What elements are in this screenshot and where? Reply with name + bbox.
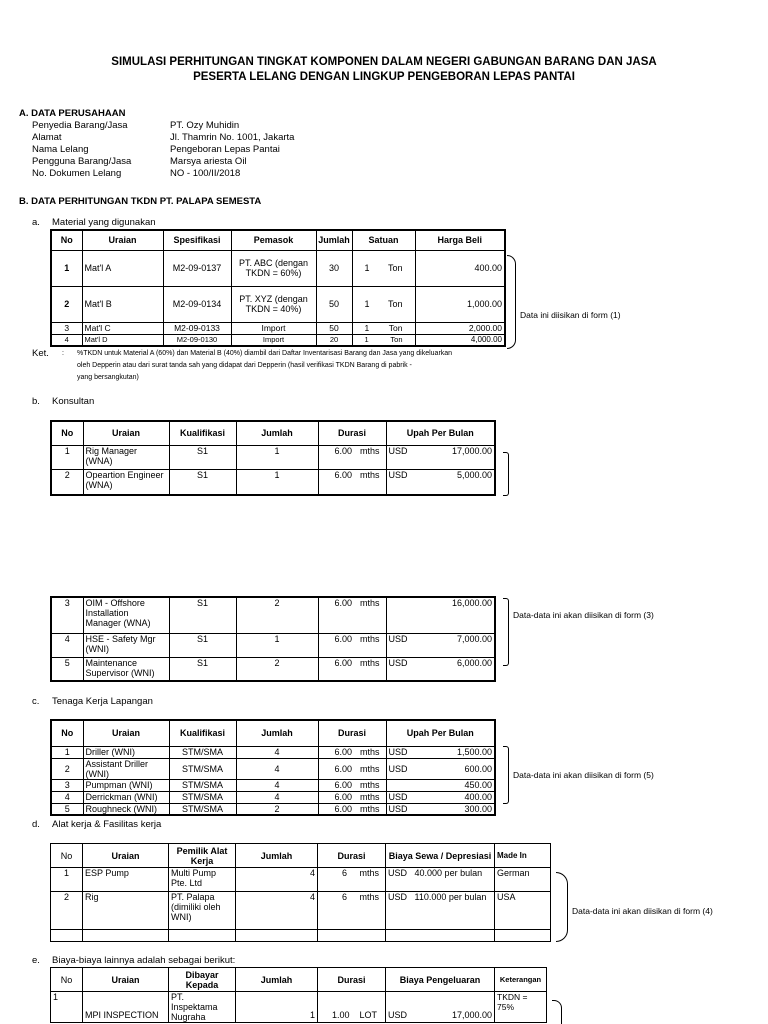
header-uraian: Uraian [83, 844, 169, 868]
material-table [50, 229, 506, 347]
right-brace [503, 598, 509, 666]
material-prefix: a. [32, 217, 40, 228]
konsultan-prefix: b. [32, 396, 40, 407]
table-row: 2 Mat'l B M2-09-0134 PT. XYZ (dengan TKDN = 40%) 50 1 Ton 1,000.00 [51, 286, 505, 322]
table-row: 4 HSE - Safety Mgr (WNI) S1 1 6.00 mths USD 7,000.00 [51, 633, 495, 657]
table-row: 3 Mat'l C M2-09-0133 Import 50 1 Ton 2,000.00 [51, 322, 505, 334]
biaya-prefix: e. [32, 955, 40, 966]
table-row: 3 Pumpman (WNI) STM/SMA 4 6.00 mths 450.00 [51, 779, 495, 791]
ket-line-3: yang bersangkutan) [77, 374, 139, 381]
header-durasi: Durasi [318, 421, 386, 445]
header-no: No [51, 968, 83, 992]
header-dibayar-kepada: Dibayar Kepada [169, 968, 236, 992]
konsultan-table-top [50, 420, 496, 496]
table-row: 2 Rig PT. Palapa (dimiliki oleh WNI) 4 6 mths USD 110.000 per bulan USA [51, 892, 551, 930]
header-jumlah: Jumlah [236, 844, 318, 868]
header-spesifikasi: Spesifikasi [163, 230, 231, 250]
table-row: 5 Roughneck (WNI) STM/SMA 2 6.00 mths USD 300.00 [51, 803, 495, 815]
table-row: 1 ESP Pump Multi Pump Pte. Ltd 4 6 mths USD 40.000 per bulan German [51, 868, 551, 892]
value-no-dokumen: NO - 100/II/2018 [170, 168, 241, 179]
ket-line-2: oleh Depperin atau dari surat tanda sah yang didapat dari Depperin (hasil verifikasi TKDN Barang di pabrik - [77, 362, 412, 369]
header-biaya-sewa: Biaya Sewa / Depresiasi [386, 844, 495, 868]
table-row: 1 MPI INSPECTION PT. Inspektama Nugraha 1 1.00 LOT USD 17,000.00 TKDN = 75% [51, 992, 547, 1023]
header-jumlah: Jumlah [316, 230, 352, 250]
label-penyedia: Penyedia Barang/Jasa [32, 120, 128, 131]
value-nama-lelang: Pengeboran Lepas Pantai [170, 144, 280, 155]
right-brace [503, 452, 509, 496]
header-jumlah: Jumlah [236, 968, 318, 992]
header-uraian: Uraian [82, 230, 163, 250]
header-jumlah: Jumlah [236, 421, 318, 445]
header-biaya-pengeluaran: Biaya Pengeluaran [386, 968, 495, 992]
ket-label: Ket. [32, 348, 49, 359]
value-penyedia: PT. Ozy Muhidin [170, 120, 240, 131]
alat-prefix: d. [32, 819, 40, 830]
biaya-label: Biaya-biaya lainnya adalah sebagai berikut: [52, 955, 236, 966]
alat-label: Alat kerja & Fasilitas kerja [52, 819, 162, 830]
tenaga-prefix: c. [32, 696, 40, 707]
table-row: 1 Rig Manager (WNA) S1 1 6.00 mths USD 17,000.00 [51, 445, 495, 469]
value-alamat: Jl. Thamrin No. 1001, Jakarta [170, 132, 295, 143]
right-brace [507, 255, 516, 349]
header-no: No [51, 421, 83, 445]
table-row: 1 Mat'l A M2-09-0137 PT. ABC (dengan TKDN = 60%) 30 1 Ton 400.00 [51, 250, 505, 286]
konsultan-label: Konsultan [52, 396, 95, 407]
label-no-dokumen: No. Dokumen Lelang [32, 168, 122, 179]
page-title-line2: PESERTA LELANG DENGAN LINGKUP PENGEBORAN LEPAS PANTAI [193, 71, 575, 83]
konsultan-note: Data-data ini akan diisikan di form (3) [513, 610, 654, 620]
right-brace [556, 872, 568, 942]
tenaga-note: Data-data ini akan diisikan di form (5) [513, 770, 654, 780]
header-uraian: Uraian [83, 421, 169, 445]
header-durasi: Durasi [318, 968, 386, 992]
header-kualifikasi: Kualifikasi [169, 720, 236, 746]
material-label: Material yang digunakan [52, 217, 156, 228]
table-row [51, 930, 551, 942]
label-nama-lelang: Nama Lelang [32, 144, 89, 155]
tenaga-label: Tenaga Kerja Lapangan [52, 696, 153, 707]
konsultan-table-bottom [50, 596, 496, 682]
header-uraian: Uraian [83, 968, 169, 992]
table-row: 3 OIM - Offshore Installation Manager (WNA) S1 2 6.00 mths 16,000.00 [51, 597, 495, 633]
ket-colon: : [62, 350, 64, 357]
header-no: No [51, 720, 83, 746]
label-alamat: Alamat [32, 132, 62, 143]
value-pengguna: Marsya ariesta Oil [170, 156, 247, 167]
header-upah: Upah Per Bulan [386, 720, 495, 746]
right-brace [503, 746, 509, 804]
right-brace [552, 1000, 562, 1024]
section-a-heading: A. DATA PERUSAHAAN [19, 108, 126, 119]
header-durasi: Durasi [318, 844, 386, 868]
header-no: No [51, 844, 83, 868]
header-uraian: Uraian [83, 720, 169, 746]
table-row: 4 Derrickman (WNI) STM/SMA 4 6.00 mths USD 400.00 [51, 791, 495, 803]
table-row: 1 Driller (WNI) STM/SMA 4 6.00 mths USD 1,500.00 [51, 746, 495, 758]
biaya-table [50, 967, 547, 1023]
table-row: 5 Maintenance Supervisor (WNI) S1 2 6.00 mths USD 6,000.00 [51, 657, 495, 681]
header-pemilik: Pemilik Alat Kerja [169, 844, 236, 868]
header-durasi: Durasi [318, 720, 386, 746]
table-row: 2 Opeartion Engineer (WNA) S1 1 6.00 mths USD 5,000.00 [51, 469, 495, 495]
header-upah: Upah Per Bulan [386, 421, 495, 445]
tenaga-table [50, 719, 496, 816]
header-jumlah: Jumlah [236, 720, 318, 746]
header-made-in: Made In [495, 844, 551, 868]
header-pemasok: Pemasok [231, 230, 316, 250]
header-keterangan: Keterangan [495, 968, 547, 992]
header-kualifikasi: Kualifikasi [169, 421, 236, 445]
table-row: 2 Assistant Driller (WNI) STM/SMA 4 6.00 mths USD 600.00 [51, 758, 495, 779]
header-satuan: Satuan [352, 230, 415, 250]
table-row: 4 Mat'l D M2-09-0130 Import 20 1 Ton 4,000.00 [51, 334, 505, 346]
alat-table [50, 843, 551, 942]
header-harga-beli: Harga Beli [415, 230, 505, 250]
alat-note: Data-data ini akan diisikan di form (4) [572, 906, 713, 916]
page-title-line1: SIMULASI PERHITUNGAN TINGKAT KOMPONEN DALAM NEGERI GABUNGAN BARANG DAN JASA [111, 56, 657, 68]
label-pengguna: Pengguna Barang/Jasa [32, 156, 132, 167]
material-note: Data ini diisikan di form (1) [520, 310, 621, 320]
section-b-heading: B. DATA PERHITUNGAN TKDN PT. PALAPA SEMESTA [19, 196, 262, 207]
ket-line-1: %TKDN untuk Material A (60%) dan Material B (40%) diambil dari Daftar Inventarisasi Barang dan Jasa yang dikeluarkan [77, 350, 453, 357]
header-no: No [51, 230, 82, 250]
